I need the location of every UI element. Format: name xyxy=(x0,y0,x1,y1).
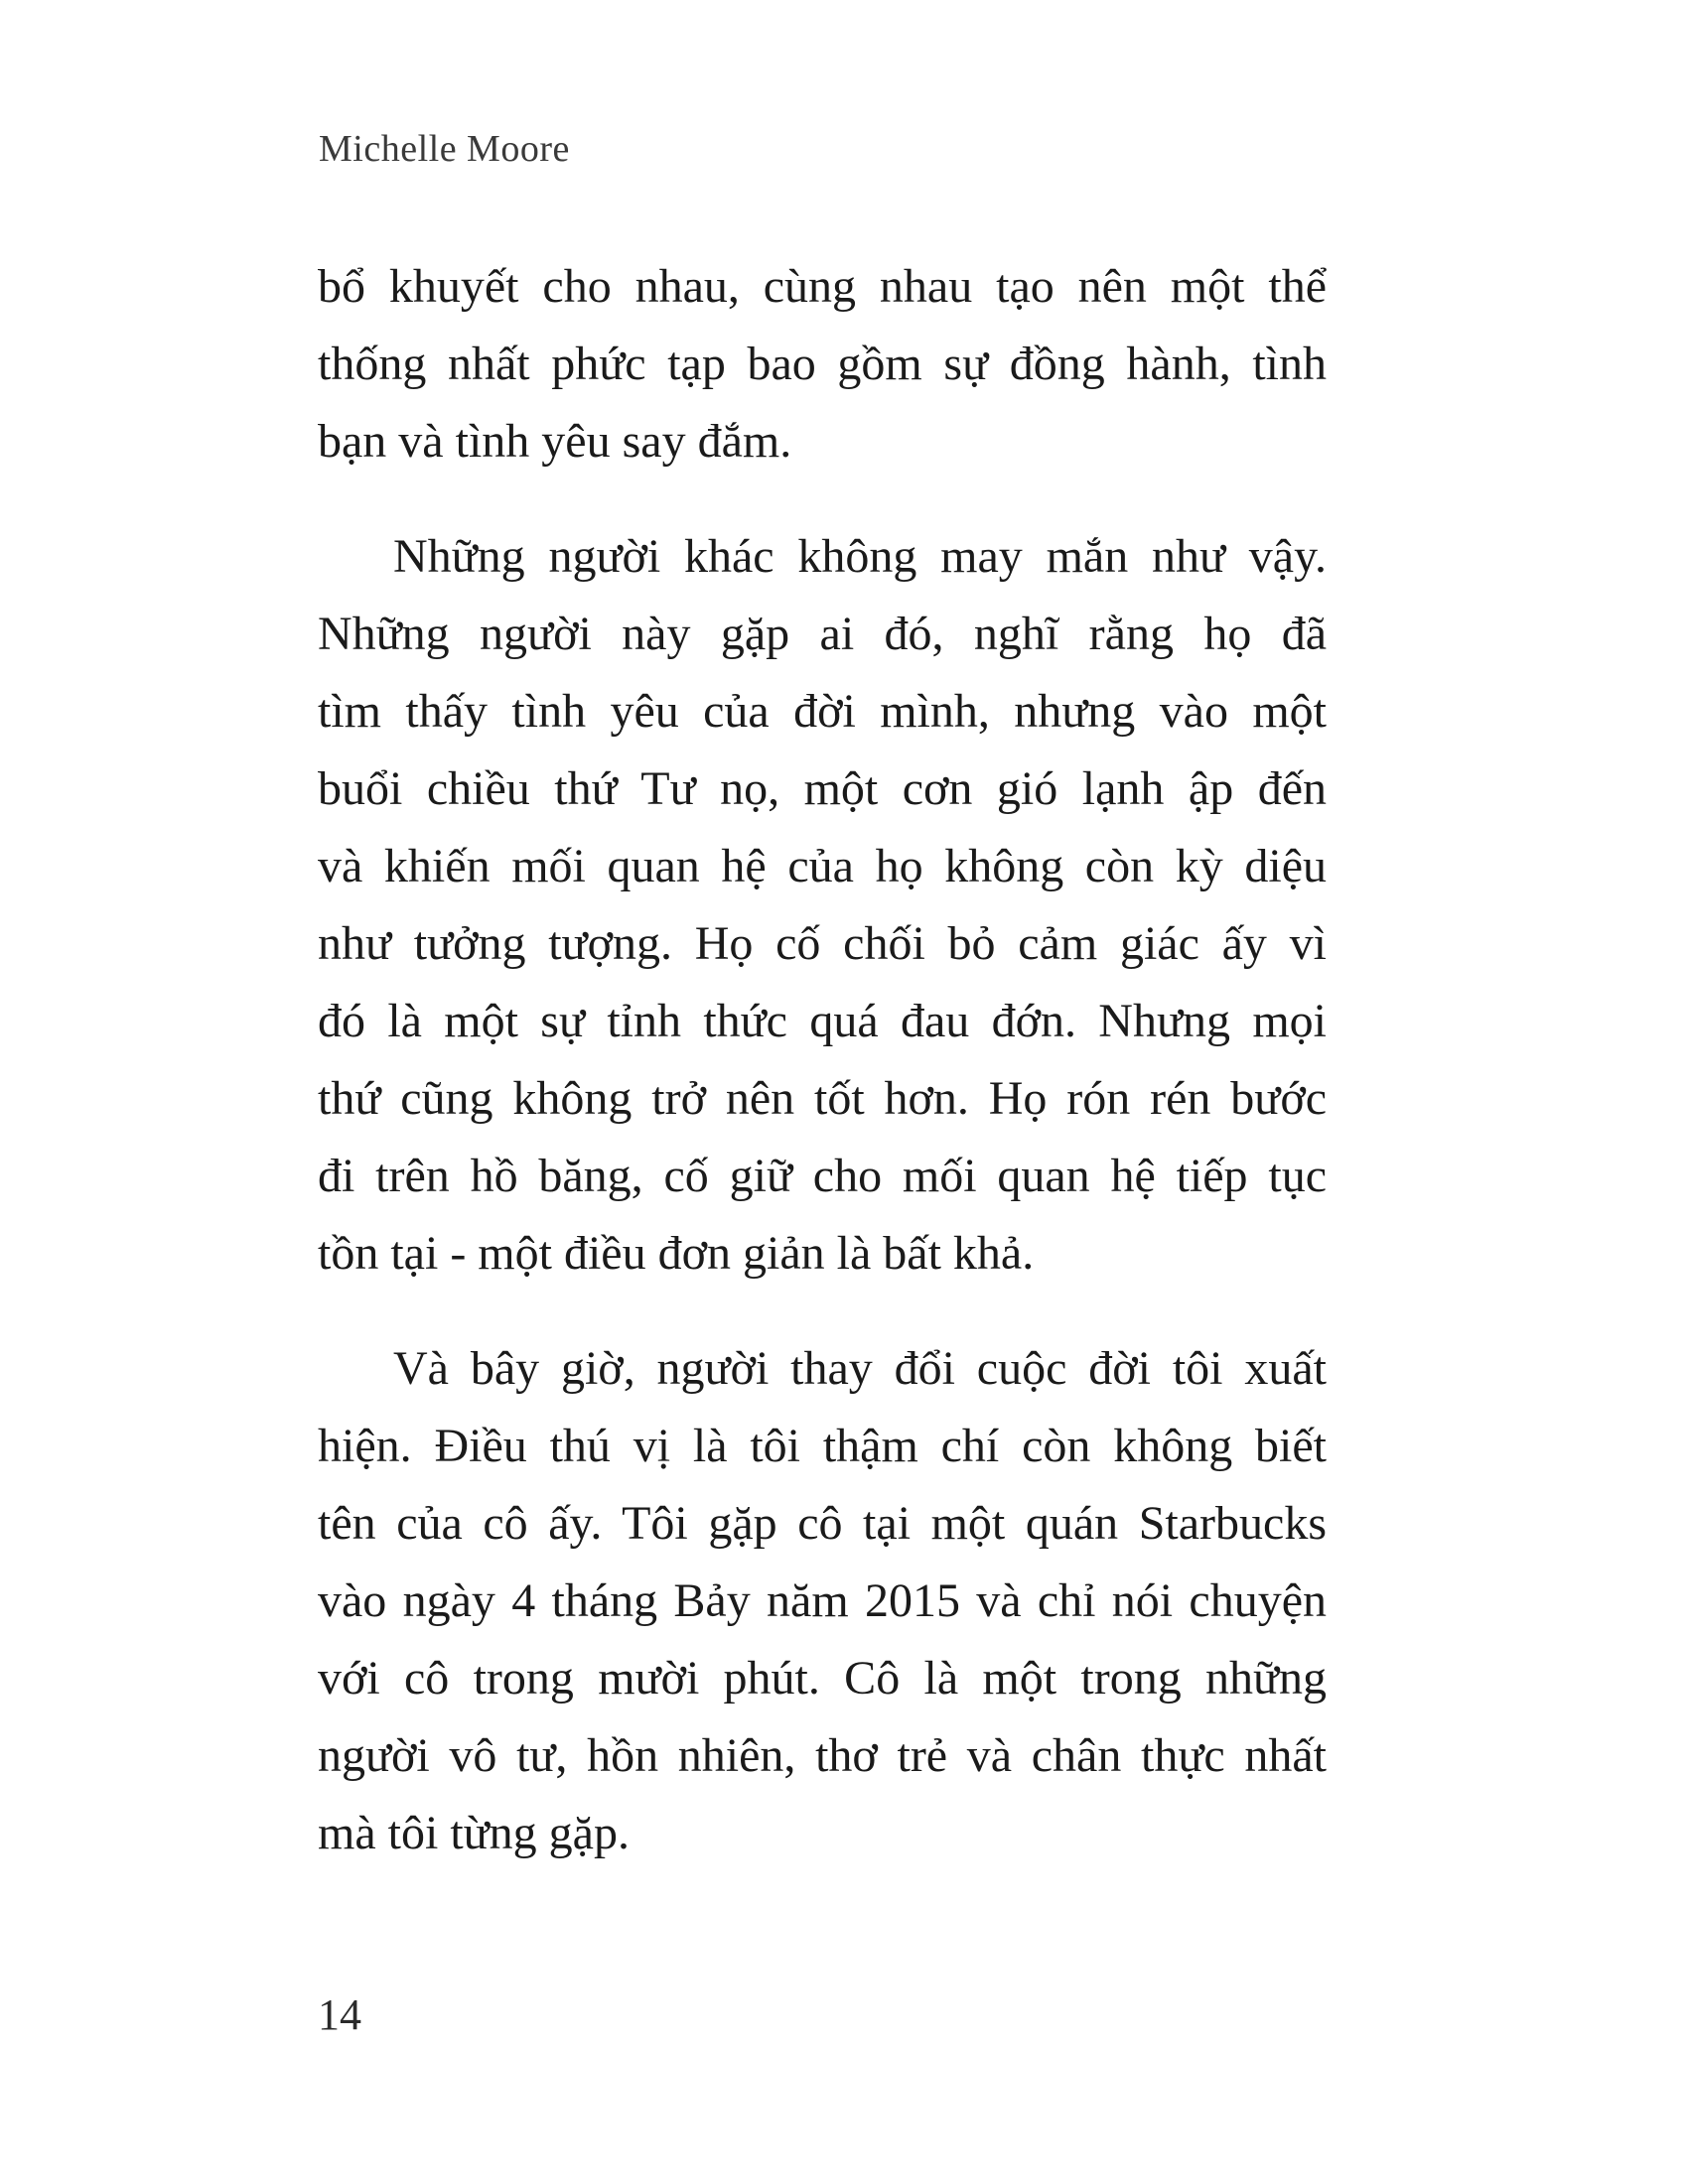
text-line: như tưởng tượng. Họ cố chối bỏ cảm giác ấy vì xyxy=(318,917,1327,970)
text-line: mà tôi từng gặp. xyxy=(318,1807,630,1859)
body-text xyxy=(318,248,1327,1872)
text-line: thứ cũng không trở nên tốt hơn. Họ rón rén bước xyxy=(318,1072,1327,1125)
running-header-author: Michelle Moore xyxy=(319,128,570,170)
paragraph xyxy=(318,518,1327,1293)
text-line: buổi chiều thứ Tư nọ, một cơn gió lạnh ập đến xyxy=(318,762,1327,815)
text-line: Những người khác không may mắn như vậy. xyxy=(393,530,1327,583)
text-line: đi trên hồ băng, cố giữ cho mối quan hệ tiếp tục xyxy=(318,1150,1327,1202)
paragraph xyxy=(318,1330,1327,1872)
text-line: bổ khuyết cho nhau, cùng nhau tạo nên một thể xyxy=(318,260,1327,313)
text-line: Và bây giờ, người thay đổi cuộc đời tôi xuất xyxy=(393,1342,1327,1395)
text-line: thống nhất phức tạp bao gồm sự đồng hành, tình xyxy=(318,338,1327,390)
text-line: Những người này gặp ai đó, nghĩ rằng họ đã xyxy=(318,608,1327,660)
text-line: bạn và tình yêu say đắm. xyxy=(318,415,792,468)
text-line: vào ngày 4 tháng Bảy năm 2015 và chỉ nói chuyện xyxy=(318,1574,1327,1627)
text-line: hiện. Điều thú vị là tôi thậm chí còn không biết xyxy=(318,1420,1327,1472)
text-line: tìm thấy tình yêu của đời mình, nhưng vào một xyxy=(318,685,1327,738)
text-line: tên của cô ấy. Tôi gặp cô tại một quán Starbucks xyxy=(318,1497,1327,1550)
text-line: đó là một sự tỉnh thức quá đau đớn. Nhưng mọi xyxy=(318,995,1327,1047)
text-line: và khiến mối quan hệ của họ không còn kỳ diệu xyxy=(318,840,1327,892)
text-line: với cô trong mười phút. Cô là một trong những xyxy=(318,1652,1327,1705)
text-line: người vô tư, hồn nhiên, thơ trẻ và chân thực nhất xyxy=(318,1729,1327,1782)
page-number: 14 xyxy=(318,1990,361,2039)
text-line: tồn tại - một điều đơn giản là bất khả. xyxy=(318,1227,1035,1280)
paragraph xyxy=(318,248,1327,480)
